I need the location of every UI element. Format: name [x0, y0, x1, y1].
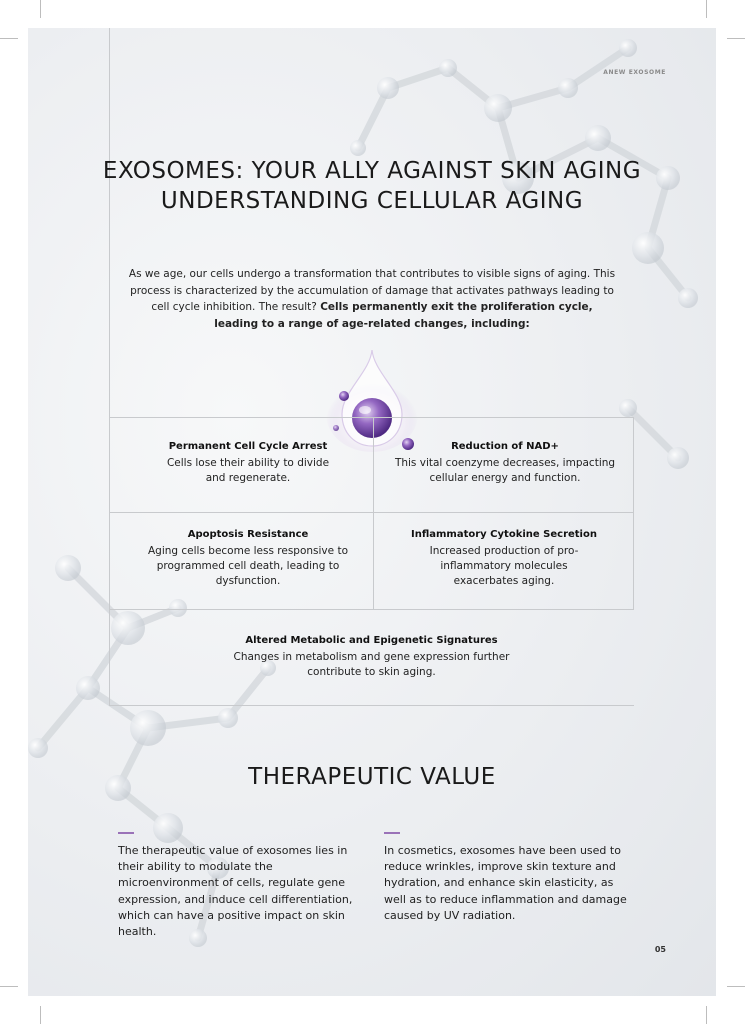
change-cell — [139, 527, 357, 589]
accent-dash — [384, 832, 400, 834]
crop-mark — [727, 986, 745, 987]
aging-changes-grid — [109, 417, 634, 705]
grid-rule — [109, 705, 634, 706]
change-cell — [409, 527, 599, 589]
grid-rule — [373, 417, 374, 609]
accent-dash — [118, 832, 134, 834]
brand-label: ANEW EXOSOME — [603, 69, 666, 76]
change-text: Changes in metabolism and gene expression further contribute to skin aging. — [233, 651, 510, 678]
change-text: Increased production of pro-inflammatory molecules exacerbates aging. — [429, 545, 579, 587]
crop-mark — [40, 1006, 41, 1024]
grid-rule — [109, 512, 634, 513]
change-text: Aging cells become less responsive to programmed cell death, leading to dysfunction. — [147, 545, 348, 587]
crop-mark — [0, 986, 18, 987]
section-title: THERAPEUTIC VALUE — [248, 764, 496, 790]
page-title: EXOSOMES: YOUR ALLY AGAINST SKIN AGING UNDERSTANDING CELLULAR AGING — [102, 158, 642, 214]
grid-rule — [109, 417, 110, 705]
change-heading: Reduction of NAD+ — [451, 441, 559, 452]
crop-mark — [40, 0, 41, 18]
grid-rule — [109, 609, 634, 610]
crop-mark — [706, 0, 707, 18]
grid-rule — [109, 417, 634, 418]
change-heading: Permanent Cell Cycle Arrest — [168, 441, 328, 452]
intro-text: As we age, our cells undergo a transformation that contributes to visible signs of aging. This process is characterized by the accumulation of damage that activates pathways leading to cell cycle inhibition. The result? — [128, 268, 616, 313]
page-number: 05 — [654, 945, 666, 954]
change-heading: Inflammatory Cytokine Secretion — [411, 529, 597, 540]
crop-mark — [727, 38, 745, 39]
crop-mark — [706, 1006, 707, 1024]
change-cell — [381, 439, 629, 486]
crop-mark — [0, 38, 18, 39]
change-text: Cells lose their ability to divide and regenerate. — [166, 457, 330, 484]
therapeutic-left-column: The therapeutic value of exosomes lies in their ability to modulate the microenvironment of cells, regulate gene expression, and induce cell differentiation, which can have a positive impact on skin health. — [118, 844, 353, 939]
page — [28, 28, 716, 996]
divider — [109, 28, 110, 418]
change-heading: Altered Metabolic and Epigenetic Signatures — [245, 635, 498, 646]
change-cell — [229, 633, 514, 680]
change-text: This vital coenzyme decreases, impacting cellular energy and function. — [394, 457, 616, 484]
grid-rule — [633, 417, 634, 609]
therapeutic-right-column: In cosmetics, exosomes have been used to reduce wrinkles, improve skin texture and hydration, and enhance skin elasticity, as well as to reduce inflammation and damage caused by UV radiation. — [384, 844, 627, 922]
intro-emphasis: Cells permanently exit the proliferation cycle, leading to a range of age-related changes, including: — [214, 301, 593, 330]
change-cell — [159, 439, 337, 486]
change-heading: Apoptosis Resistance — [187, 529, 309, 540]
intro-paragraph — [128, 266, 616, 332]
